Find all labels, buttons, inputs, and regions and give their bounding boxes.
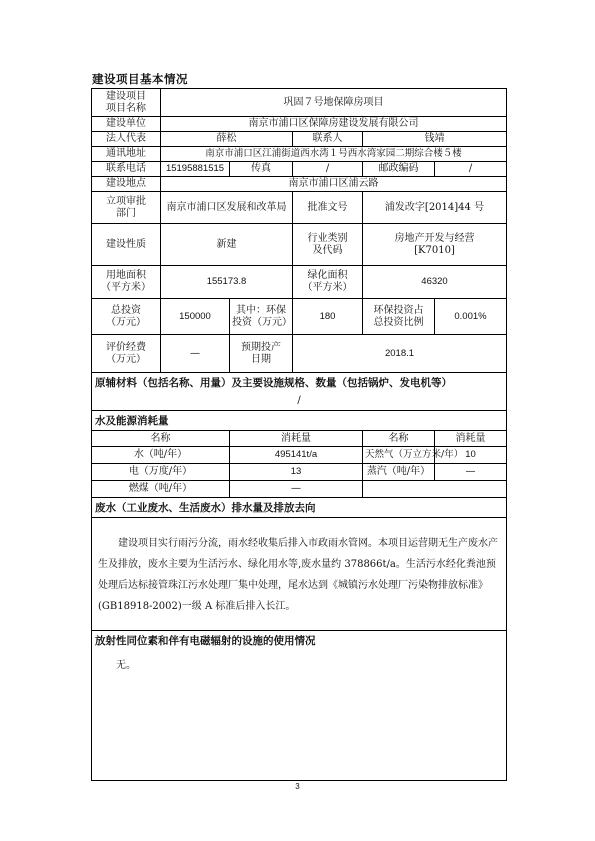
energy-col-name-1: 名称	[92, 431, 230, 447]
radiation-text: 无。	[92, 651, 507, 781]
land-area: 155173.8	[161, 266, 293, 299]
eval-fee-label: 评价经费 （万元）	[92, 335, 161, 373]
energy-empty-cell	[363, 481, 507, 498]
contact-label: 联系人	[293, 132, 363, 147]
phone-label: 联系电话	[92, 162, 161, 177]
materials-heading: 原辅材料（包括名称、用量）及主要设施规格、数量（包括锅炉、发电机等）	[92, 373, 507, 393]
location: 南京市浦口区浦云路	[161, 177, 507, 192]
steam-value: —	[435, 464, 507, 481]
env-ratio-label: 环保投资占 总投资比例	[363, 299, 435, 335]
water-label: 水（吨/年）	[92, 447, 230, 464]
energy-heading: 水及能源消耗量	[92, 411, 507, 431]
industry-label: 行业类别 及代码	[293, 224, 363, 266]
approval-no-label: 批准文号	[293, 192, 363, 224]
green-area: 46320	[363, 266, 507, 299]
phone: 15195881515	[161, 162, 230, 177]
gas-label: 天然气（万立方米/年）	[363, 447, 435, 464]
coal-label: 燃煤（吨/年）	[92, 481, 230, 498]
builder: 南京市浦口区保障房建设发展有限公司	[161, 117, 507, 132]
env-ratio: 0.001%	[435, 299, 507, 335]
project-info-table	[91, 88, 507, 781]
energy-col-name-2: 名称	[363, 431, 435, 447]
contact: 钱靖	[363, 132, 507, 147]
steam-label: 蒸汽（吨/年）	[363, 464, 435, 481]
approval-dept: 南京市浦口区发展和改革局	[161, 192, 293, 224]
location-label: 建设地点	[92, 177, 161, 192]
approval-dept-label: 立项审批 部门	[92, 192, 161, 224]
address: 南京市浦口区江浦街道西水湾１号西水湾家园二期综合楼５楼	[161, 147, 507, 162]
approval-no: 浦发改字[2014]44 号	[363, 192, 507, 224]
radiation-heading: 放射性同位素和伴有电磁辐射的设施的使用情况	[92, 631, 507, 651]
fax-label: 传真	[230, 162, 293, 177]
eval-fee: —	[161, 335, 230, 373]
wastewater-text: 建设项目实行雨污分流，雨水经收集后排入市政雨水管网。本项目运营期无生产废水产生及排放，废水主要为生活污水、绿化用水等,废水量约 378866t/a。生活污水经化粪池预处理后达标接管珠江污水处理厂集中处理，尾水达到《城镇污水处理厂污染物排放标准》(GB18918-2002)一级 A 标准后排入长江。	[92, 518, 507, 631]
power-label: 电（万度/年）	[92, 464, 230, 481]
green-area-label: 绿化面积 （平方米）	[293, 266, 363, 299]
gas-value: 10	[435, 447, 507, 464]
env-invest-label: 其中：环保 投资（万元）	[230, 299, 293, 335]
coal-value: —	[230, 481, 363, 498]
postcode: /	[435, 162, 507, 177]
postcode-label: 邮政编码	[363, 162, 435, 177]
page-number: 3	[295, 782, 300, 791]
start-date: 2018.1	[293, 335, 507, 373]
power-value: 13	[230, 464, 363, 481]
project-name-label: 建设项目 项目名称	[92, 89, 161, 117]
builder-label: 建设单位	[92, 117, 161, 132]
env-invest: 180	[293, 299, 363, 335]
materials-value: /	[92, 393, 507, 411]
start-date-label: 预期投产 日期	[230, 335, 293, 373]
total-invest: 150000	[161, 299, 230, 335]
project-name: 巩固７号地保障房项目	[161, 89, 507, 117]
nature-label: 建设性质	[92, 224, 161, 266]
address-label: 通讯地址	[92, 147, 161, 162]
energy-col-amount-1: 消耗量	[230, 431, 363, 447]
total-invest-label: 总投资 （万元）	[92, 299, 161, 335]
water-value: 495141t/a	[230, 447, 363, 464]
nature: 新建	[161, 224, 293, 266]
wastewater-heading: 废水（工业废水、生活废水）排水量及排放去向	[92, 498, 507, 518]
legal-rep-label: 法人代表	[92, 132, 161, 147]
page-title: 建设项目基本情况	[92, 72, 188, 86]
energy-col-amount-2: 消耗量	[435, 431, 507, 447]
industry: 房地产开发与经营 [K7010]	[363, 224, 507, 266]
legal-rep: 薛松	[161, 132, 293, 147]
land-area-label: 用地面积 （平方米）	[92, 266, 161, 299]
fax: /	[293, 162, 363, 177]
